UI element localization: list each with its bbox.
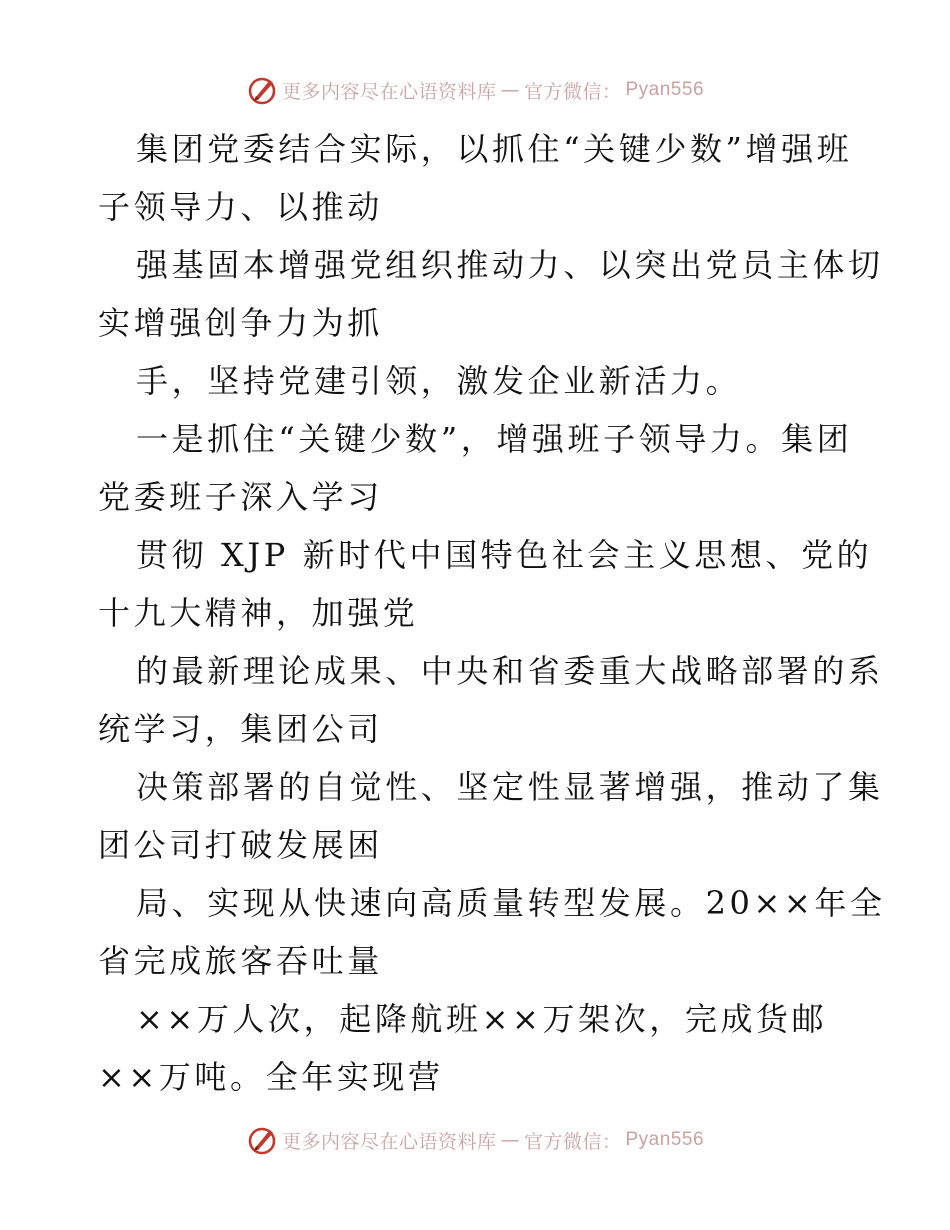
footer-banner xyxy=(0,1122,950,1158)
document-body xyxy=(98,120,886,1106)
banner-title: 更多内容尽在心语资料库 xyxy=(281,1130,497,1153)
quill-pen-seal-icon xyxy=(246,74,278,106)
banner-separator: — xyxy=(500,79,520,101)
banner-wechat-label: 官方微信： xyxy=(523,1130,622,1153)
body-line: 团公司打破发展困 xyxy=(98,826,383,864)
body-line: 实增强创争力为抓 xyxy=(98,304,383,342)
banner-separator: — xyxy=(500,1129,520,1151)
banner-wechat-id: Pyan556 xyxy=(625,79,705,100)
body-line: 的最新理论成果、中央和省委重大战略部署的系 xyxy=(136,652,884,690)
body-line: 强基固本增强党组织推动力、以突出党员主体切 xyxy=(136,246,884,284)
body-line: ××万人次，起降航班××万架次，完成货邮 xyxy=(136,1000,828,1038)
body-line: 贯彻 XJP 新时代中国特色社会主义思想、党的 xyxy=(136,536,873,574)
header-banner xyxy=(0,72,950,108)
quill-pen-seal-icon xyxy=(246,1124,278,1156)
body-line: 手，坚持党建引领，激发企业新活力。 xyxy=(136,362,742,400)
banner-title: 更多内容尽在心语资料库 xyxy=(281,80,497,103)
banner-wechat-label: 官方微信： xyxy=(523,80,622,103)
body-line: 一是抓住“关键少数”，增强班子领导力。集团 xyxy=(136,420,853,458)
body-line: 党委班子深入学习 xyxy=(98,478,383,516)
body-line: 省完成旅客吞吐量 xyxy=(98,942,383,980)
banner-wechat-id: Pyan556 xyxy=(625,1129,705,1150)
body-line: 决策部署的自觉性、坚定性显著增强，推动了集 xyxy=(136,768,884,806)
body-line: ××万吨。全年实现营 xyxy=(98,1058,444,1096)
body-line: 统学习，集团公司 xyxy=(98,710,383,748)
body-line: 集团党委结合实际，以抓住“关键少数”增强班 xyxy=(136,130,853,168)
body-line: 子领导力、以推动 xyxy=(98,188,383,226)
body-line: 局、实现从快速向高质量转型发展。20××年全 xyxy=(136,884,886,922)
body-line: 十九大精神，加强党 xyxy=(98,594,419,632)
